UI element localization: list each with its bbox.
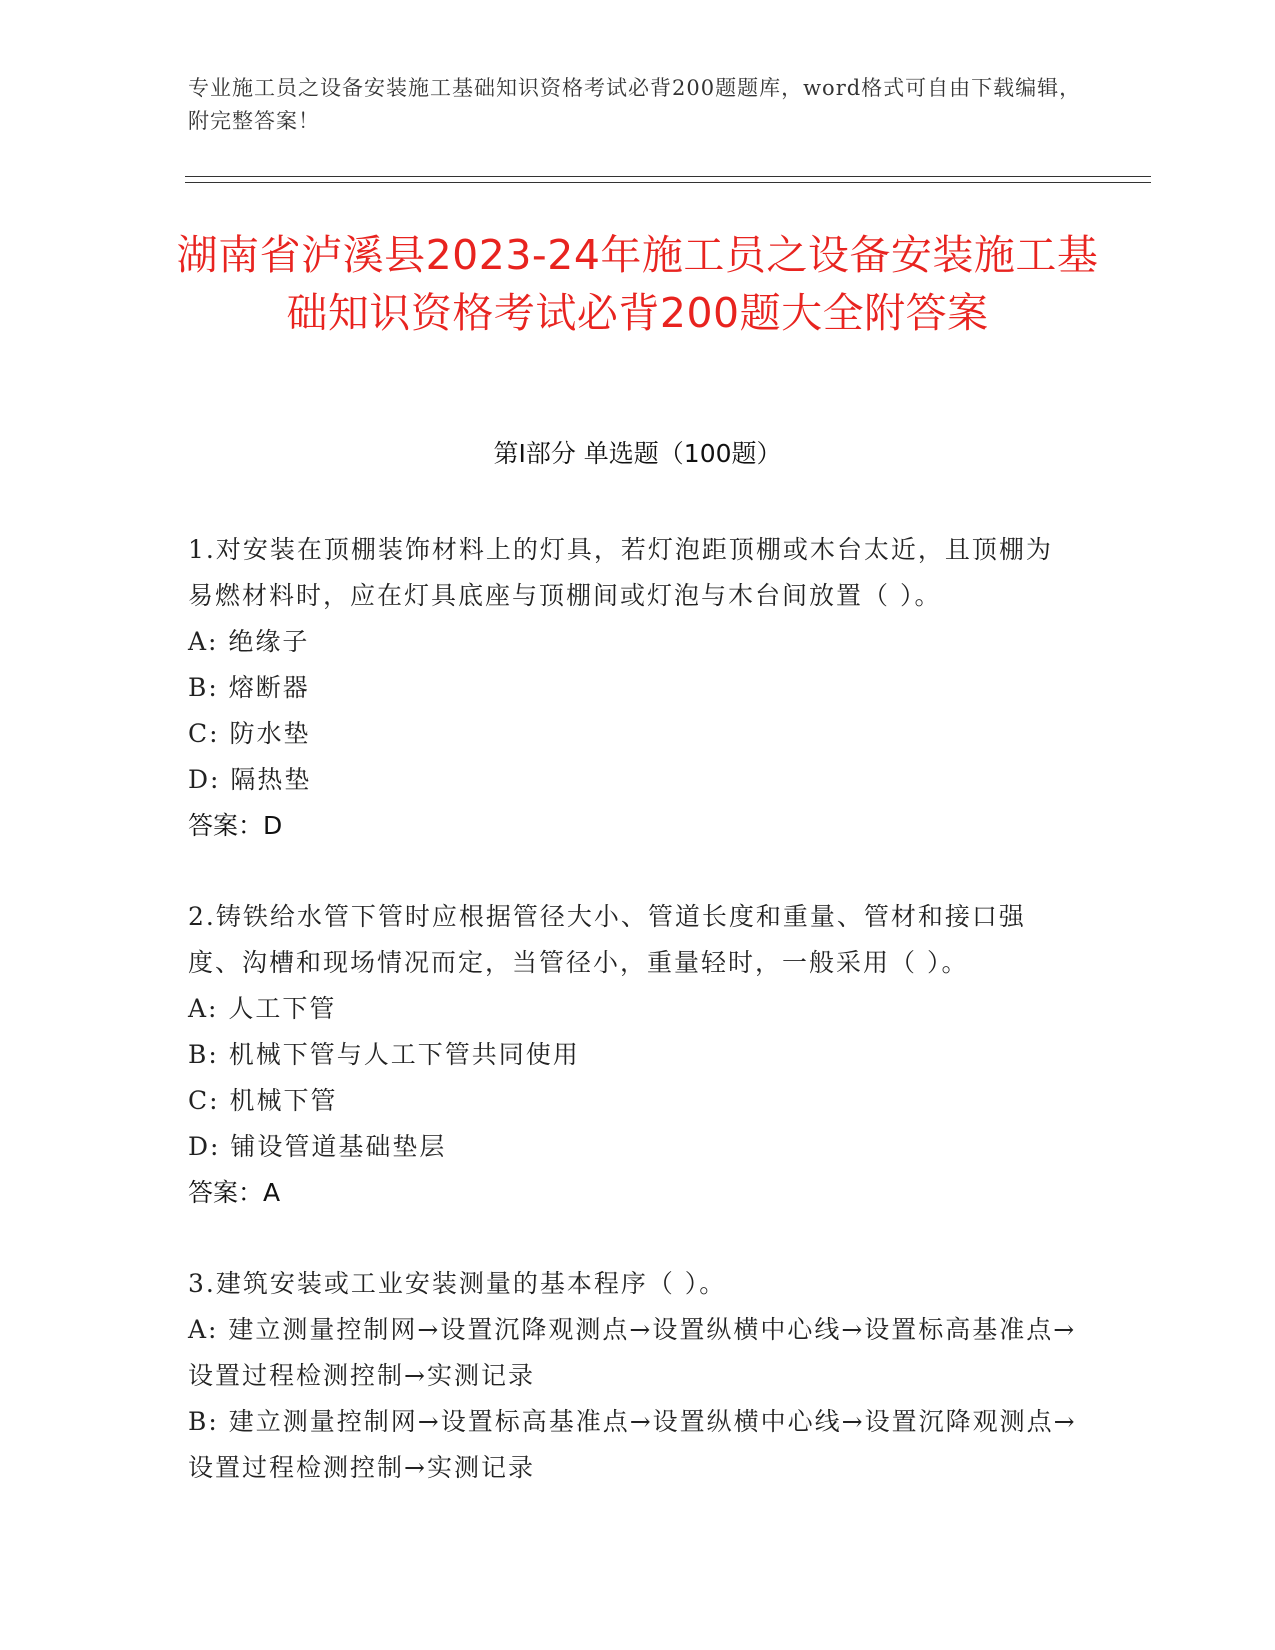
question-stem: 3.建筑安装或工业安装测量的基本程序（ ）。 bbox=[188, 1269, 727, 1298]
header-rule-bottom bbox=[185, 182, 1151, 183]
question-list bbox=[188, 527, 1078, 1536]
option-d: D: 铺设管道基础垫层 bbox=[188, 1132, 447, 1161]
answer: 答案：D bbox=[188, 811, 283, 840]
question-2 bbox=[188, 894, 1078, 1216]
question-stem: 2.铸铁给水管下管时应根据管径大小、管道长度和重量、管材和接口强度、沟槽和现场情况而定，当管径小，重量轻时，一般采用（ ）。 bbox=[188, 902, 1026, 977]
document-title: 湖南省泸溪县2023-24年施工员之设备安装施工基础知识资格考试必背200题大全附答案 bbox=[176, 231, 1099, 337]
option-a: A: 建立测量控制网→设置沉降观测点→设置纵横中心线→设置标高基准点→设置过程检测控制→实测记录 bbox=[188, 1315, 1077, 1390]
header-rule-top bbox=[185, 176, 1151, 177]
option-b: B: 机械下管与人工下管共同使用 bbox=[188, 1040, 580, 1069]
option-c: C: 防水垫 bbox=[188, 719, 311, 748]
question-1 bbox=[188, 527, 1078, 849]
option-a: A: 人工下管 bbox=[188, 994, 337, 1023]
answer: 答案：A bbox=[188, 1178, 281, 1207]
option-b: B: 建立测量控制网→设置标高基准点→设置纵横中心线→设置沉降观测点→设置过程检测控制→实测记录 bbox=[188, 1407, 1077, 1482]
option-c: C: 机械下管 bbox=[188, 1086, 338, 1115]
question-3 bbox=[188, 1261, 1078, 1491]
option-d: D: 隔热垫 bbox=[188, 765, 312, 794]
header-note: 专业施工员之设备安装施工基础知识资格考试必背200题题库，word格式可自由下载编辑，附完整答案！ bbox=[188, 76, 1082, 133]
option-b: B: 熔断器 bbox=[188, 673, 310, 702]
option-a: A: 绝缘子 bbox=[188, 627, 310, 656]
question-stem: 1.对安装在顶棚装饰材料上的灯具，若灯泡距顶棚或木台太近，且顶棚为易燃材料时，应在灯具底座与顶棚间或灯泡与木台间放置（ ）。 bbox=[188, 535, 1053, 610]
section-heading: 第I部分 单选题（100题） bbox=[493, 439, 782, 468]
